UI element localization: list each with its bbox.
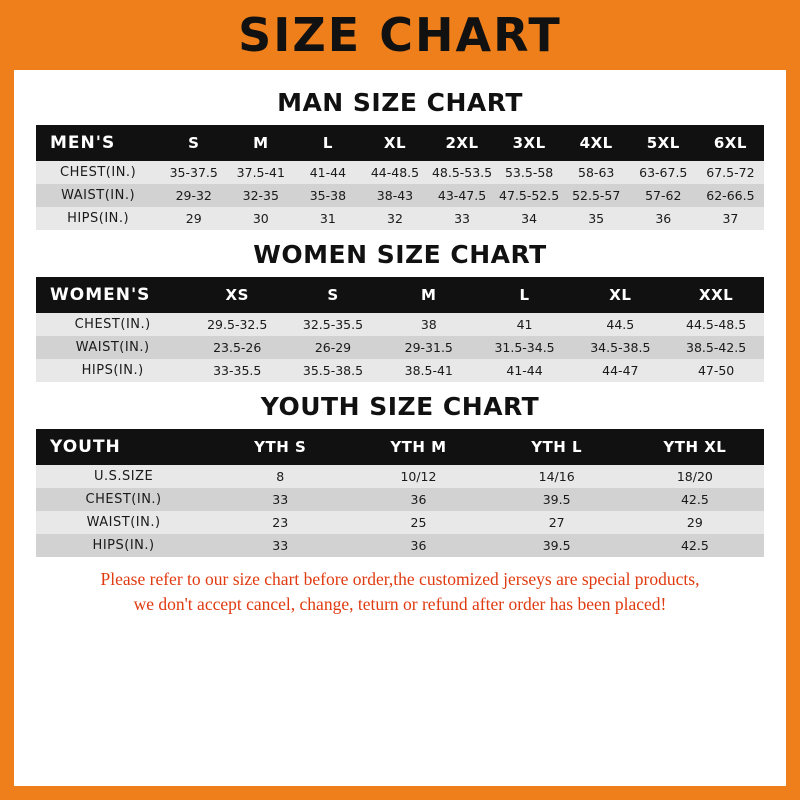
table-cell: 35.5-38.5: [285, 359, 381, 382]
man-table-body: [36, 161, 764, 230]
table-cell: 53.5-58: [496, 161, 563, 184]
table-cell: 29-32: [160, 184, 227, 207]
table-cell: 32: [361, 207, 428, 230]
table-cell: 37.5-41: [227, 161, 294, 184]
table-cell: 47.5-52.5: [496, 184, 563, 207]
table-cell: 44-47: [572, 359, 668, 382]
column-header: M: [227, 125, 294, 161]
table-cell: 42.5: [626, 488, 764, 511]
column-header: YTH M: [349, 429, 487, 465]
row-header: HIPS(IN.): [36, 207, 160, 230]
table-cell: 38-43: [361, 184, 428, 207]
column-header: YTH S: [211, 429, 349, 465]
column-header: XXL: [668, 277, 764, 313]
table-row: [36, 184, 764, 207]
column-header: S: [160, 125, 227, 161]
table-cell: 32-35: [227, 184, 294, 207]
column-header: 3XL: [496, 125, 563, 161]
row-header: HIPS(IN.): [36, 359, 189, 382]
column-header: M: [381, 277, 477, 313]
table-cell: 35: [563, 207, 630, 230]
table-cell: 41-44: [294, 161, 361, 184]
table-row: [36, 161, 764, 184]
footer-note-line2: we don't accept cancel, change, teturn or refund after order has been placed!: [133, 594, 667, 615]
table-row: [36, 336, 764, 359]
column-header: S: [285, 277, 381, 313]
table-cell: 29: [626, 511, 764, 534]
table-cell: 52.5-57: [563, 184, 630, 207]
table-cell: 38.5-41: [381, 359, 477, 382]
row-header: CHEST(IN.): [36, 313, 189, 336]
column-header: 4XL: [563, 125, 630, 161]
table-cell: 38: [381, 313, 477, 336]
table-cell: 36: [349, 534, 487, 557]
youth-size-table: [36, 429, 764, 557]
table-cell: 39.5: [488, 534, 626, 557]
youth-section-title: YOUTH SIZE CHART: [260, 392, 540, 421]
table-cell: 35-37.5: [160, 161, 227, 184]
youth-table-head: [36, 429, 764, 465]
table-cell: 33: [211, 534, 349, 557]
content: [14, 70, 786, 786]
table-cell: 33: [211, 488, 349, 511]
column-header: YOUTH: [36, 429, 211, 465]
column-header: 5XL: [630, 125, 697, 161]
women-section-title: WOMEN SIZE CHART: [253, 240, 547, 269]
table-cell: 44-48.5: [361, 161, 428, 184]
table-header-row: [36, 277, 764, 313]
page-title: SIZE CHART: [238, 8, 562, 62]
man-size-table: [36, 125, 764, 230]
row-header: CHEST(IN.): [36, 488, 211, 511]
table-cell: 23: [211, 511, 349, 534]
column-header: L: [294, 125, 361, 161]
column-header: 2XL: [429, 125, 496, 161]
table-cell: 34: [496, 207, 563, 230]
table-cell: 29-31.5: [381, 336, 477, 359]
column-header: XL: [361, 125, 428, 161]
footer-note: [36, 557, 764, 618]
table-cell: 8: [211, 465, 349, 488]
table-row: [36, 511, 764, 534]
column-header: YTH L: [488, 429, 626, 465]
row-header: WAIST(IN.): [36, 336, 189, 359]
table-cell: 26-29: [285, 336, 381, 359]
table-row: [36, 359, 764, 382]
row-header: WAIST(IN.): [36, 184, 160, 207]
table-cell: 35-38: [294, 184, 361, 207]
women-table-head: [36, 277, 764, 313]
man-table-head: [36, 125, 764, 161]
women-table-body: [36, 313, 764, 382]
table-row: [36, 488, 764, 511]
footer-note-line1: Please refer to our size chart before order,the customized jerseys are special products,: [100, 569, 700, 589]
column-header: L: [477, 277, 573, 313]
table-cell: 43-47.5: [429, 184, 496, 207]
row-header: WAIST(IN.): [36, 511, 211, 534]
table-cell: 25: [349, 511, 487, 534]
table-cell: 33: [429, 207, 496, 230]
table-cell: 10/12: [349, 465, 487, 488]
table-row: [36, 207, 764, 230]
table-cell: 33-35.5: [189, 359, 285, 382]
column-header: WOMEN'S: [36, 277, 189, 313]
column-header: 6XL: [697, 125, 764, 161]
youth-table-body: [36, 465, 764, 557]
table-cell: 42.5: [626, 534, 764, 557]
table-cell: 44.5: [572, 313, 668, 336]
table-cell: 41: [477, 313, 573, 336]
table-cell: 67.5-72: [697, 161, 764, 184]
table-cell: 58-63: [563, 161, 630, 184]
table-cell: 44.5-48.5: [668, 313, 764, 336]
table-cell: 31: [294, 207, 361, 230]
column-header: MEN'S: [36, 125, 160, 161]
table-cell: 57-62: [630, 184, 697, 207]
table-cell: 31.5-34.5: [477, 336, 573, 359]
banner: [0, 0, 800, 70]
column-header: YTH XL: [626, 429, 764, 465]
table-header-row: [36, 429, 764, 465]
table-cell: 47-50: [668, 359, 764, 382]
table-cell: 48.5-53.5: [429, 161, 496, 184]
row-header: HIPS(IN.): [36, 534, 211, 557]
table-header-row: [36, 125, 764, 161]
table-row: [36, 465, 764, 488]
table-cell: 41-44: [477, 359, 573, 382]
table-cell: 36: [630, 207, 697, 230]
table-row: [36, 313, 764, 336]
table-cell: 14/16: [488, 465, 626, 488]
table-cell: 38.5-42.5: [668, 336, 764, 359]
table-cell: 39.5: [488, 488, 626, 511]
table-cell: 36: [349, 488, 487, 511]
women-size-table: [36, 277, 764, 382]
table-cell: 23.5-26: [189, 336, 285, 359]
table-cell: 63-67.5: [630, 161, 697, 184]
column-header: XL: [572, 277, 668, 313]
table-cell: 30: [227, 207, 294, 230]
table-cell: 29: [160, 207, 227, 230]
row-header: U.S.SIZE: [36, 465, 211, 488]
table-cell: 29.5-32.5: [189, 313, 285, 336]
table-cell: 27: [488, 511, 626, 534]
man-section-title: MAN SIZE CHART: [277, 88, 523, 117]
table-cell: 18/20: [626, 465, 764, 488]
table-cell: 32.5-35.5: [285, 313, 381, 336]
table-cell: 37: [697, 207, 764, 230]
table-cell: 62-66.5: [697, 184, 764, 207]
table-row: [36, 534, 764, 557]
table-cell: 34.5-38.5: [572, 336, 668, 359]
column-header: XS: [189, 277, 285, 313]
row-header: CHEST(IN.): [36, 161, 160, 184]
